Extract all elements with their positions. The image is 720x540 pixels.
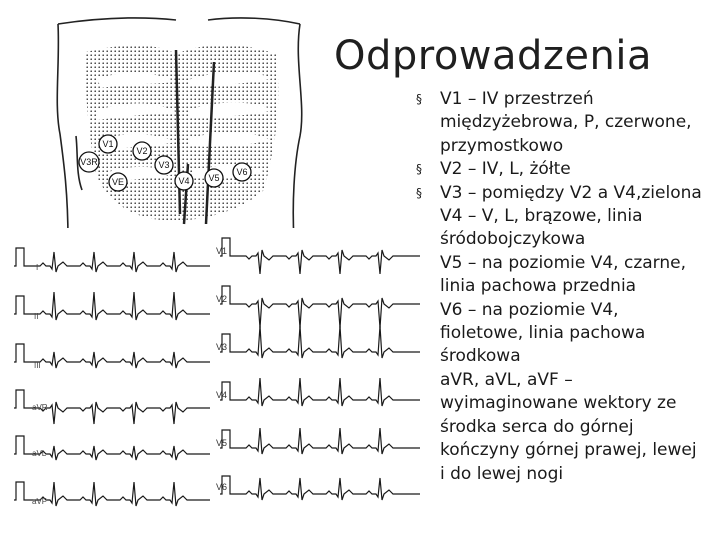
lead-label-v3: V3 (216, 342, 228, 352)
bullet-text: V4 – V, L, brązowe, linia śródobojczykowa (440, 206, 643, 250)
lead-label-v5: V5 (216, 438, 228, 448)
lead-label-avf: aVF (32, 497, 47, 506)
electrode-v2 (133, 142, 151, 160)
bullet-item (414, 299, 706, 369)
ecg-strip (10, 228, 424, 520)
lead-label-avl: aVL (32, 449, 47, 458)
bullet-item (414, 88, 706, 158)
svg-text:V3: V3 (158, 160, 170, 170)
bullet-list (414, 88, 706, 486)
lead-label-ii: II (34, 312, 39, 321)
electrode-v5 (205, 169, 223, 187)
bullet-text: aVR, aVL, aVF – wyimaginowane wektory ze środka serca do górnej kończyny górnej prawej, lewej i do lewej nogi (440, 369, 697, 484)
chest-electrode-diagram (38, 14, 318, 240)
electrode-v6 (233, 163, 251, 181)
svg-text:V4: V4 (178, 176, 190, 186)
bullet-text: V2 – IV, L, żółte (440, 159, 571, 180)
rib-cage (85, 45, 278, 221)
bullet-item (414, 205, 706, 252)
slide-title: Odprowadzenia (334, 33, 653, 79)
lead-label-v2: V2 (216, 294, 228, 304)
bullet-marker: § (416, 92, 422, 106)
bullet-marker: § (416, 185, 422, 200)
bullet-item (414, 252, 706, 299)
svg-text:V5: V5 (208, 173, 220, 183)
lead-label-v6: V6 (216, 482, 228, 492)
bullet-text: V3 – pomiędzy V2 a V4,zielona (440, 182, 702, 203)
svg-text:VE: VE (111, 177, 125, 187)
bullet-item (414, 158, 706, 181)
electrode-ve (109, 173, 127, 191)
electrode-v1 (99, 135, 117, 153)
svg-text:V3R: V3R (80, 157, 98, 167)
electrode-v4 (175, 172, 193, 190)
electrode-v3r (79, 152, 99, 172)
lead-label-v1: V1 (216, 246, 228, 256)
lead-label-i: I (36, 263, 39, 272)
electrode-v3 (155, 156, 173, 174)
svg-text:V1: V1 (102, 139, 114, 149)
bullet-text: V6 – na poziomie V4, fioletowe, linia pachowa środkowa (440, 299, 646, 367)
bullet-marker: § (416, 162, 422, 177)
bullet-item (414, 182, 706, 205)
bullet-item (414, 369, 706, 486)
lead-label-v4: V4 (216, 390, 228, 400)
bullet-text: V1 – IV przestrzeń międzyżebrowa, P, czerwone, przymostkowo (440, 89, 692, 156)
bullet-text: V5 – na poziomie V4, czarne, linia pachowa przednia (440, 252, 687, 297)
lead-label-iii: III (34, 361, 41, 370)
lead-label-avr: aVR (32, 403, 48, 412)
svg-text:V2: V2 (136, 146, 148, 156)
svg-text:V6: V6 (236, 167, 248, 177)
